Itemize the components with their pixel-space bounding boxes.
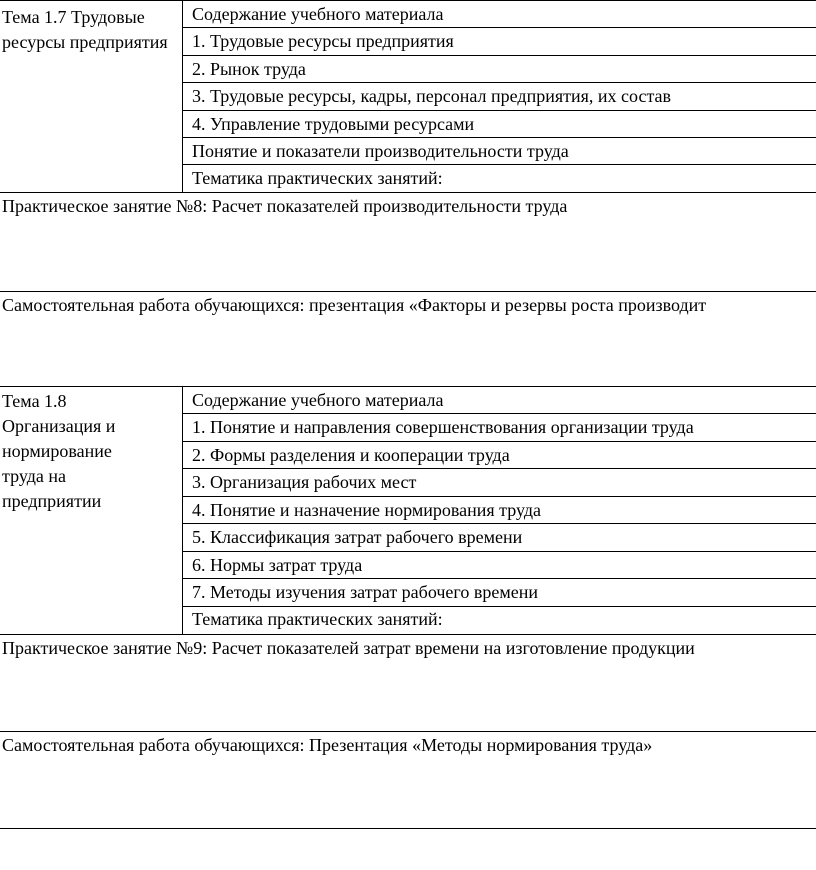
table-row: 2. Рынок труда <box>192 59 306 79</box>
table-row: Содержание учебного материала <box>192 4 444 24</box>
row-divider <box>182 137 816 138</box>
table-row: 4. Управление трудовыми ресурсами <box>192 114 475 134</box>
table-row: Понятие и показатели производительности труда <box>192 141 569 161</box>
column-divider <box>182 386 183 634</box>
independent-work-17: Самостоятельная работа обучающихся: презентация «Факторы и резервы роста производит <box>2 295 707 315</box>
table-row: 1. Понятие и направления совершенствования организации труда <box>192 417 694 437</box>
row-divider <box>182 413 816 414</box>
table-border <box>0 386 816 387</box>
table-row: 5. Классификация затрат рабочего времени <box>192 527 523 547</box>
table-row: 3. Трудовые ресурсы, кадры, персонал предприятия, их состав <box>192 86 672 106</box>
table-row: 6. Нормы затрат труда <box>192 555 363 575</box>
table-border <box>0 192 816 193</box>
table-row: 3. Организация рабочих мест <box>192 472 417 492</box>
table-border <box>0 634 816 635</box>
row-divider <box>182 164 816 165</box>
table-row: 4. Понятие и назначение нормирования труда <box>192 500 542 520</box>
topic-17-title: Тема 1.7 Трудовые ресурсы предприятия <box>2 7 168 52</box>
table-border <box>0 731 816 732</box>
row-divider <box>182 606 816 607</box>
practical-lesson-18: Практическое занятие №9: Расчет показателей затрат времени на изготовление продукции <box>2 638 695 658</box>
table-row: 2. Формы разделения и кооперации труда <box>192 445 510 465</box>
row-divider <box>182 55 816 56</box>
table-row: 7. Методы изучения затрат рабочего времени <box>192 582 538 602</box>
independent-work-18: Самостоятельная работа обучающихся: Презентация «Методы нормирования труда» <box>2 735 653 755</box>
row-divider <box>182 551 816 552</box>
table-row: Содержание учебного материала <box>192 390 444 410</box>
row-divider <box>182 27 816 28</box>
table-row: Тематика практических занятий: <box>192 609 443 629</box>
practical-lesson-17: Практическое занятие №8: Расчет показателей производительности труда <box>2 196 568 216</box>
table-row: 1. Трудовые ресурсы предприятия <box>192 31 454 51</box>
table-row: Тематика практических занятий: <box>192 168 443 188</box>
table-border-bottom <box>0 828 816 829</box>
row-divider <box>182 496 816 497</box>
table-border <box>0 291 816 292</box>
row-divider <box>182 441 816 442</box>
row-divider <box>182 110 816 111</box>
topic-18-title: Тема 1.8 Организация и нормирование труда на предприятии <box>2 391 116 511</box>
row-divider <box>182 523 816 524</box>
row-divider <box>182 578 816 579</box>
table-border-top <box>0 0 816 1</box>
row-divider <box>182 468 816 469</box>
row-divider <box>182 82 816 83</box>
